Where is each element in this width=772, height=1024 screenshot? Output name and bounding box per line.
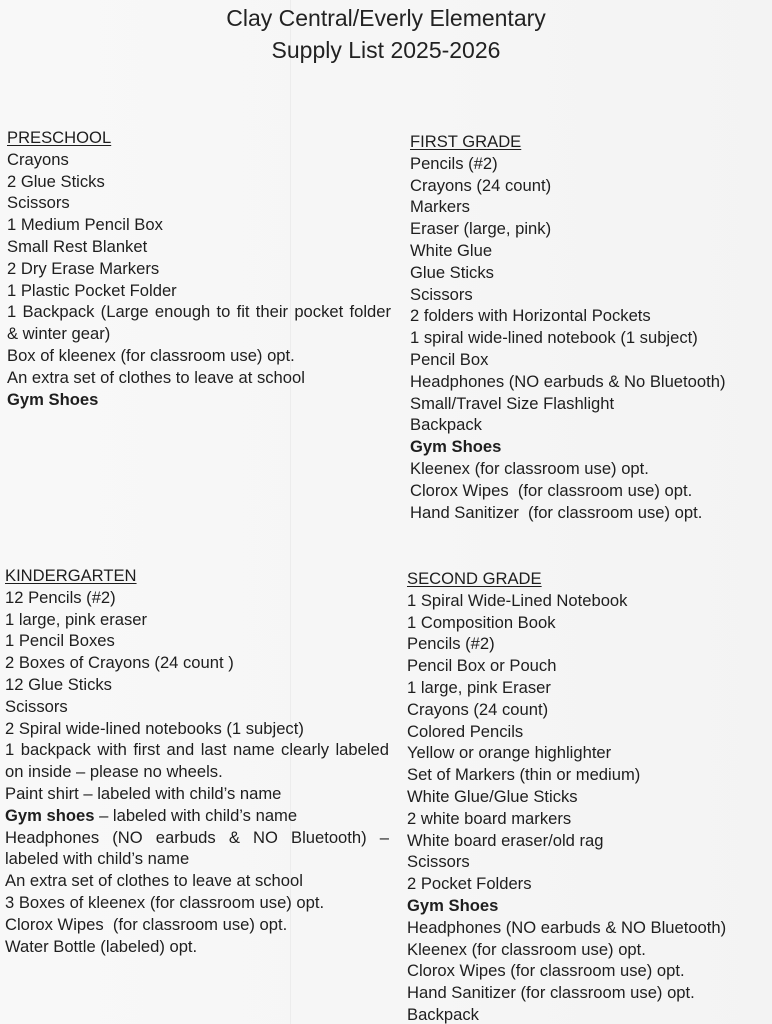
gym-shoes-note: – labeled with child’s name — [94, 805, 298, 825]
first-grade-section — [410, 131, 772, 523]
kindergarten-heading: KINDERGARTEN — [5, 566, 137, 585]
list-item: Colored Pencils — [407, 721, 524, 741]
list-item: 2 Boxes of Crayons (24 count ) — [5, 653, 234, 673]
list-item: 1 Medium Pencil Box — [7, 215, 163, 235]
list-item: 3 Boxes of kleenex (for classroom use) opt. — [5, 892, 325, 912]
list-item: Clorox Wipes (for classroom use) opt. — [410, 480, 693, 500]
list-item: Yellow or orange highlighter — [407, 743, 612, 763]
list-item: Pencil Box or Pouch — [407, 656, 557, 676]
list-item: Pencils (#2) — [407, 634, 495, 654]
list-item: An extra set of clothes to leave at school — [5, 871, 303, 891]
list-item: Headphones (NO earbuds & No Bluetooth) — [410, 371, 726, 391]
list-item: Clorox Wipes (for classroom use) opt. — [407, 961, 685, 981]
list-item: Kleenex (for classroom use) opt. — [407, 939, 646, 959]
list-item: 2 Dry Erase Markers — [7, 258, 160, 278]
list-item: 2 white board markers — [407, 808, 572, 828]
list-item: White Glue — [410, 240, 493, 260]
list-item: Gym Shoes — [410, 437, 502, 457]
list-item: Small Rest Blanket — [7, 236, 148, 256]
list-item: 1 backpack with first and last name clearly labeled on inside – please no wheels. — [5, 740, 389, 782]
list-item: Pencils (#2) — [410, 153, 498, 173]
preschool-section — [7, 127, 395, 410]
list-item: Paint shirt – labeled with child’s name — [5, 783, 282, 803]
list-item: Scissors — [5, 696, 68, 716]
list-item: Crayons — [7, 149, 69, 169]
list-item: Kleenex (for classroom use) opt. — [410, 458, 649, 478]
list-item: Scissors — [7, 193, 70, 213]
list-item: 2 Spiral wide-lined notebooks (1 subject) — [5, 718, 304, 738]
list-item: Backpack — [410, 415, 482, 435]
list-item: Scissors — [407, 852, 470, 872]
list-item: Hand Sanitizer (for classroom use) opt. — [407, 983, 695, 1003]
gym-shoes-label: Gym shoes — [5, 805, 95, 825]
list-item: Scissors — [410, 284, 473, 304]
list-item: Markers — [410, 197, 470, 217]
list-item: An extra set of clothes to leave at school — [7, 367, 305, 387]
list-item: Eraser (large, pink) — [410, 219, 552, 239]
list-item: 1 Spiral Wide-Lined Notebook — [407, 590, 628, 610]
list-item: Glue Sticks — [410, 262, 494, 282]
list-item: Pencil Box — [410, 349, 489, 369]
list-item: White board eraser/old rag — [407, 830, 604, 850]
list-item — [5, 805, 393, 827]
list-item: Water Bottle (labeled) opt. — [5, 936, 198, 956]
list-item: Crayons (24 count) — [410, 175, 552, 195]
list-item: 1 large, pink eraser — [5, 609, 148, 629]
list-item: 1 Plastic Pocket Folder — [7, 280, 177, 300]
list-item: White Glue/Glue Sticks — [407, 786, 578, 806]
kindergarten-section — [5, 565, 393, 957]
list-item: 1 Pencil Boxes — [5, 631, 115, 651]
list-item: Small/Travel Size Flashlight — [410, 393, 615, 413]
list-item: 1 large, pink Eraser — [407, 677, 551, 697]
list-item: Backpack — [407, 1004, 479, 1024]
list-item: Gym Shoes — [7, 389, 99, 409]
list-item: Headphones (NO earbuds & NO Bluetooth) – labeled with child’s name — [5, 827, 389, 869]
list-item: Box of kleenex (for classroom use) opt. — [7, 345, 295, 365]
second-grade-section — [407, 568, 772, 1024]
list-item: Clorox Wipes (for classroom use) opt. — [5, 914, 288, 934]
second-grade-heading: SECOND GRADE — [407, 569, 542, 588]
preschool-heading: PRESCHOOL — [7, 128, 112, 147]
list-item: 1 Backpack (Large enough to fit their pocket folder & winter gear) — [7, 302, 391, 344]
list-item: 1 Composition Book — [407, 612, 556, 632]
list-item: 12 Pencils (#2) — [5, 587, 116, 607]
list-item: Set of Markers (thin or medium) — [407, 765, 641, 785]
list-item: Headphones (NO earbuds & NO Bluetooth) — [407, 917, 727, 937]
first-grade-heading: FIRST GRADE — [410, 132, 522, 151]
school-title: Clay Central/Everly Elementary — [226, 5, 546, 31]
list-item: Crayons (24 count) — [407, 699, 549, 719]
list-item: 2 Pocket Folders — [407, 874, 532, 894]
list-item: Gym Shoes — [407, 895, 499, 915]
supply-list-title: Supply List 2025-2026 — [271, 37, 501, 63]
list-item: 2 folders with Horizontal Pockets — [410, 306, 651, 326]
list-item: 12 Glue Sticks — [5, 674, 112, 694]
list-item: Hand Sanitizer (for classroom use) opt. — [410, 502, 703, 522]
list-item: 1 spiral wide-lined notebook (1 subject) — [410, 328, 698, 348]
list-item: 2 Glue Sticks — [7, 171, 105, 191]
